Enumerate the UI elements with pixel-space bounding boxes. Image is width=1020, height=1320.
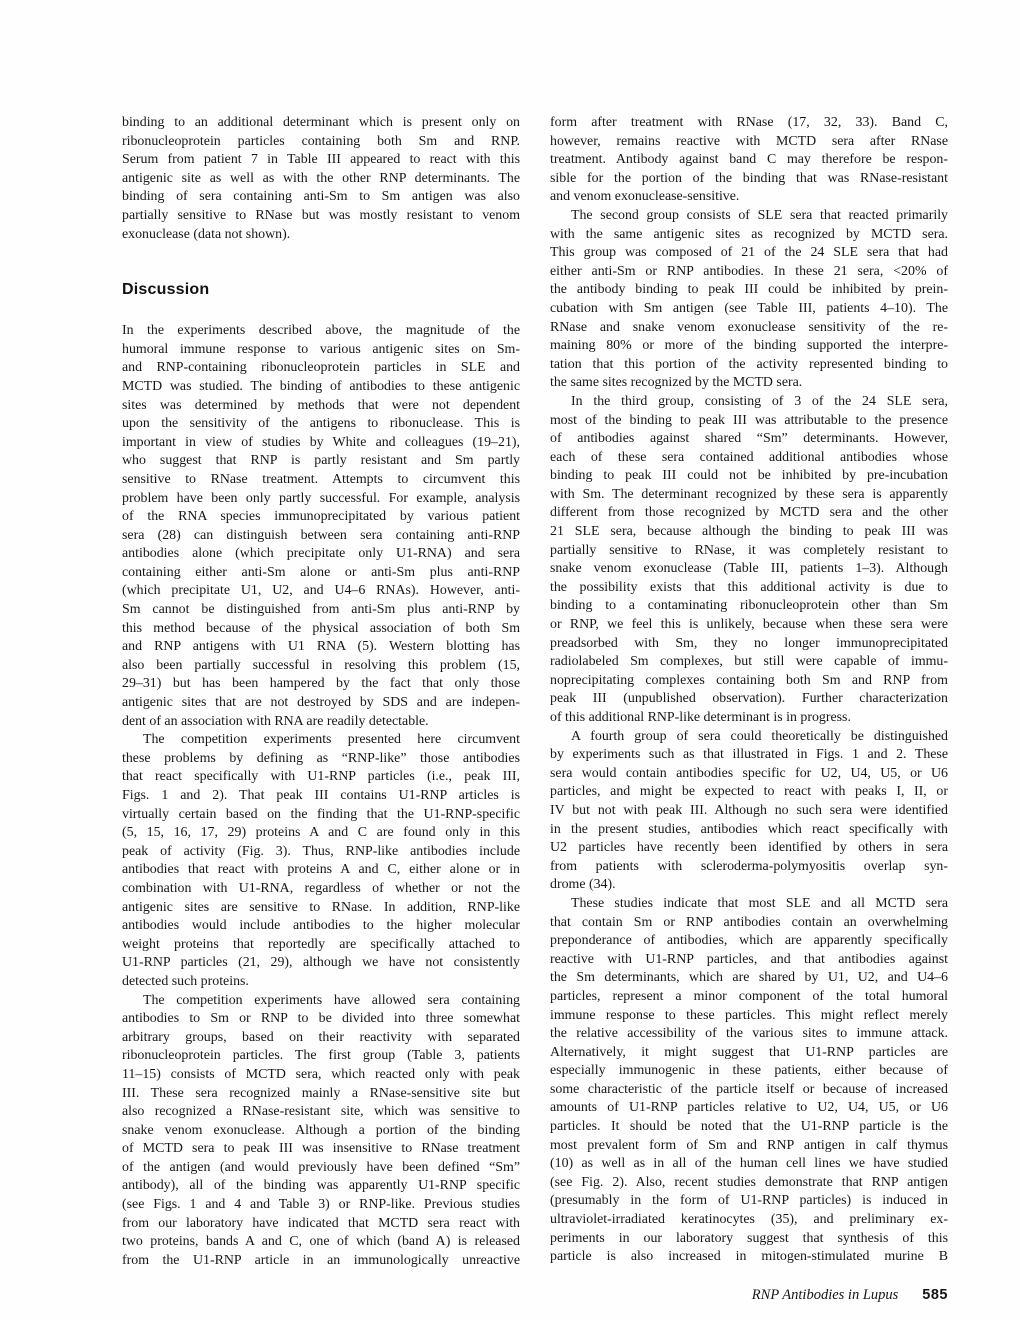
page-number: 585: [922, 1287, 948, 1303]
text-line: each of these sera contained additional antibodies whose: [550, 449, 948, 465]
text-line: (10) as well as in all of the human cell lines we have studied: [550, 1156, 948, 1172]
text-line: preponderance of antibodies, which are apparently specifically: [550, 933, 948, 949]
text-line: the possibility exists that this additional activity is due to: [550, 579, 948, 595]
paragraph: [550, 895, 948, 1267]
text-line: radiolabeled Sm complexes, but still were capable of immu-: [550, 654, 948, 670]
text-line: snake venom exonuclease. Although a portion of the binding: [122, 1122, 520, 1138]
text-line: U2 particles have recently been identified by others in sera: [550, 840, 948, 856]
text-line: and RNP-containing ribonucleoprotein particles in SLE and: [122, 360, 520, 376]
text-line: antibodies alone (which precipitate only U1-RNA) and sera: [122, 546, 520, 562]
paragraph: [122, 992, 520, 1271]
text-line: binding to peak III could not be inhibited by pre-incubation: [550, 468, 948, 484]
text-line: sera would contain antibodies specific for U2, U4, U5, or U6: [550, 765, 948, 781]
text-line: partially sensitive to RNase but was mostly resistant to venom: [122, 207, 520, 223]
paragraph: [122, 731, 520, 991]
text-line: This group was composed of 21 of the 24 SLE sera that had: [550, 245, 948, 261]
text-line: of this additional RNP-like determinant is in progress.: [550, 710, 851, 725]
text-line: Sm cannot be distinguished from anti-Sm plus anti-RNP by: [122, 602, 520, 618]
text-line: the same sites recognized by the MCTD sera.: [550, 375, 803, 391]
text-line: the antibody binding to peak III could be inhibited by prein-: [550, 282, 948, 298]
text-line: (which precipitate U1, U2, and U4–6 RNAs). However, anti-: [122, 583, 520, 599]
text-line: and RNP antigens with U1 RNA (5). Western blotting has: [122, 639, 520, 655]
text-line: The second group consists of SLE sera that reacted primarily: [571, 207, 948, 223]
text-line: from our laboratory have indicated that MCTD sera react with: [122, 1215, 520, 1231]
text-line: reactive with U1-RNP particles, and that antibodies against: [550, 951, 948, 967]
text-line: (5, 15, 16, 17, 29) proteins A and C are found only in this: [122, 825, 520, 841]
text-line: treatment. Antibody against band C may therefore be respon-: [550, 152, 948, 168]
paragraph: [550, 728, 948, 895]
text-line: problem have been only partly successful. For example, analysis: [122, 490, 520, 506]
running-footer: [550, 1286, 948, 1304]
text-line: who suggest that RNP is partly resistant and Sm partly: [122, 453, 520, 469]
text-line: RNase and snake venom exonuclease sensitivity of the re-: [550, 319, 948, 335]
text-line: amounts of U1-RNP particles relative to U2, U4, U5, or U6: [550, 1100, 948, 1116]
text-line: antigenic site as well as with the other RNP determinants. The: [122, 170, 520, 186]
text-line: peak III (unpublished observation). Further characterization: [550, 691, 948, 707]
text-line: (see Figs. 1 and 4 and Table 3) or RNP-like. Previous studies: [122, 1197, 520, 1213]
text-line: particles, represent a minor component of the total humoral: [550, 988, 948, 1004]
text-line: from the U1-RNP article in an immunologically unreactive: [122, 1252, 520, 1268]
paragraph: [122, 114, 520, 244]
text-line: antibodies that react with proteins A and C, either alone or in: [122, 862, 520, 878]
text-line: also been partially successful in resolving this problem (15,: [122, 657, 520, 673]
text-line: sensitive to RNase treatment. Attempts to circumvent this: [122, 471, 520, 487]
text-line: dent of an association with RNA are readily detectable.: [122, 713, 429, 729]
text-line: Alternatively, it might suggest that U1-RNP particles are: [550, 1044, 948, 1060]
text-line: sera (28) can distinguish between sera containing anti-RNP: [122, 527, 520, 543]
text-line: exonuclease (data not shown).: [122, 226, 291, 242]
text-line: sites was determined by methods that were not dependent: [122, 397, 520, 413]
text-line: drome (34).: [550, 877, 616, 893]
text-line: preadsorbed with Sm, they no longer immunoprecipitated: [550, 635, 948, 651]
text-line: ultraviolet-irradiated keratinocytes (35), and preliminary ex-: [550, 1212, 948, 1228]
text-line: sible for the portion of the binding that was RNase-resistant: [550, 170, 948, 186]
text-line: A fourth group of sera could theoretically be distinguished: [571, 728, 948, 744]
text-line: particle is also increased in mitogen-stimulated murine B: [550, 1249, 948, 1265]
text-line: The competition experiments presented here circumvent: [143, 732, 520, 748]
text-line: Figs. 1 and 2). That peak III contains U1-RNP articles is: [122, 788, 520, 803]
text-line: and venom exonuclease-sensitive.: [550, 189, 740, 205]
text-line: ribonucleoprotein particles. The first group (Table 3, patients: [122, 1048, 520, 1064]
text-line: (presumably in the form of U1-RNP particles) is induced in: [550, 1193, 948, 1209]
text-line: from patients with scleroderma-polymyositis overlap syn-: [550, 858, 948, 874]
text-line: antigenic sites that are not destroyed by SDS and are indepen-: [122, 695, 520, 711]
text-line: of the antigen (and would previously have been defined “Sm”: [122, 1159, 520, 1175]
text-line: also recognized a RNase-resistant site, which was sensitive to: [122, 1104, 520, 1120]
text-line: especially immunogenic in these patients, either because of: [550, 1063, 948, 1079]
text-line: either anti-Sm or RNP antibodies. In these 21 sera, <20% of: [550, 263, 948, 279]
text-line: snake venom exonuclease (Table III, patients 1–3). Although: [550, 561, 948, 577]
text-line: virtually certain based on the finding that the U1-RNP-specific: [122, 806, 520, 822]
text-line: different from those recognized by MCTD sera and the other: [550, 505, 948, 521]
text-line: 11–15) consists of MCTD sera, which reacted only with peak: [122, 1066, 520, 1082]
text-line: in the present studies, antibodies which react specifically with: [550, 821, 948, 837]
text-line: however, remains reactive with MCTD sera after RNase: [550, 133, 948, 149]
text-line: immune response to these particles. This might reflect merely: [550, 1007, 948, 1023]
text-column-right: [550, 114, 948, 1267]
text-line: partially sensitive to RNase, it was completely resistant to: [550, 542, 948, 558]
text-line: these problems by defining as “RNP-like” those antibodies: [122, 750, 520, 766]
text-line: this method because of the physical association of both Sm: [122, 620, 520, 636]
text-line: humoral immune response to various antigenic sites on Sm-: [122, 341, 520, 357]
text-line: binding to an additional determinant which is present only on: [122, 115, 520, 130]
footer-article-title: RNP Antibodies in Lupus: [751, 1287, 899, 1303]
text-line: antibody), all of the binding was apparently U1-RNP specific: [122, 1178, 520, 1194]
text-line: ribonucleoprotein particles containing both Sm and RNP.: [122, 133, 520, 149]
text-line: 29–31) but has been hampered by the fact that only those: [122, 676, 520, 692]
text-line: or RNP, we feel this is unlikely, because when these sera were: [550, 617, 948, 633]
text-line: with Sm. The determinant recognized by these sera is apparently: [550, 486, 948, 502]
text-line: tation that this portion of the activity represented binding to: [550, 356, 948, 372]
text-line: that react specifically with U1-RNP particles (i.e., peak III,: [122, 769, 520, 785]
text-line: most of the binding to peak III was attributable to the presence: [550, 412, 948, 428]
text-line: maining 80% or more of the binding supported the interpre-: [550, 338, 948, 354]
text-line: that contain Sm or RNP antibodies contain an overwhelming: [550, 914, 948, 930]
text-line: arbitrary groups, based on their reactivity with separated: [122, 1029, 520, 1045]
text-line: Serum from patient 7 in Table III appeared to react with this: [122, 152, 520, 168]
text-line: the Sm determinants, which are shared by U1, U2, and U4–6: [550, 970, 948, 986]
text-line: III. These sera recognized mainly a RNase-sensitive site but: [122, 1085, 520, 1101]
text-line: by experiments such as that illustrated in Figs. 1 and 2. These: [550, 747, 948, 763]
text-line: In the experiments described above, the magnitude of the: [122, 323, 520, 339]
text-line: particles, and might be expected to react with peaks I, II, or: [550, 784, 948, 800]
text-line: combination with U1-RNA, regardless of whether or not the: [122, 880, 520, 896]
text-line: some characteristic of the particle itself or because of increased: [550, 1081, 948, 1097]
text-line: (see Fig. 2). Also, recent studies demonstrate that RNP antigen: [550, 1174, 948, 1190]
paragraph: [550, 207, 948, 393]
text-line: binding to a contaminating ribonucleoprotein other than Sm: [550, 598, 948, 614]
section-heading-discussion: Discussion: [122, 281, 210, 299]
text-line: U1-RNP particles (21, 29), although we have not consistently: [122, 955, 520, 971]
text-line: weight proteins that reportedly are specifically attached to: [122, 936, 520, 952]
text-line: MCTD was studied. The binding of antibodies to these antigenic: [122, 378, 520, 394]
text-line: most prevalent form of Sm and RNP antigen in calf thymus: [550, 1137, 948, 1153]
text-line: of MCTD sera to peak III was insensitive to RNase treatment: [122, 1141, 520, 1157]
text-line: two proteins, bands A and C, one of which (band A) is released: [122, 1234, 520, 1250]
text-line: peak of activity (Fig. 3). Thus, RNP-like antibodies include: [122, 843, 520, 859]
text-line: binding of sera containing anti-Sm to Sm antigen was also: [122, 189, 520, 205]
text-line: antibodies to Sm or RNP to be divided into three somewhat: [122, 1011, 520, 1027]
text-line: IV but not with peak III. Although no such sera were identified: [550, 802, 948, 818]
text-line: noprecipitating complexes containing both Sm and RNP from: [550, 672, 948, 688]
text-line: detected such proteins.: [122, 973, 249, 989]
text-line: antigenic sites are sensitive to RNase. In addition, RNP-like: [122, 899, 520, 915]
paragraph: [550, 114, 948, 207]
text-line: of the RNA species immunoprecipitated by various patient: [122, 509, 520, 525]
text-line: of antibodies against shared “Sm” determinants. However,: [550, 431, 948, 447]
text-line: The competition experiments have allowed sera containing: [143, 992, 520, 1008]
text-line: with the same antigenic sites as recognized by MCTD sera.: [550, 226, 948, 242]
text-line: cubation with Sm antigen (see Table III, patients 4–10). The: [550, 300, 948, 316]
text-line: antibodies would include antibodies to the higher molecular: [122, 918, 520, 934]
text-line: These studies indicate that most SLE and all MCTD sera: [571, 895, 948, 911]
text-line: form after treatment with RNase (17, 32, 33). Band C,: [550, 115, 948, 130]
text-line: periments in our laboratory suggest that synthesis of this: [550, 1230, 948, 1246]
text-line: the relative accessibility of the various sites to immune attack.: [550, 1026, 948, 1042]
text-line: In the third group, consisting of 3 of the 24 SLE sera,: [571, 393, 948, 409]
text-line: 21 SLE sera, because although the binding to peak III was: [550, 524, 948, 540]
text-line: important in view of studies by White and colleagues (19–21),: [122, 434, 520, 450]
text-column-left: [122, 114, 520, 1270]
paragraph: [550, 393, 948, 728]
text-line: containing either anti-Sm alone or anti-Sm plus anti-RNP: [122, 564, 520, 580]
text-line: particles. It should be noted that the U1-RNP particle is the: [550, 1119, 948, 1135]
text-line: upon the sensitivity of the antigens to ribonuclease. This is: [122, 416, 520, 432]
paragraph: [122, 322, 520, 731]
